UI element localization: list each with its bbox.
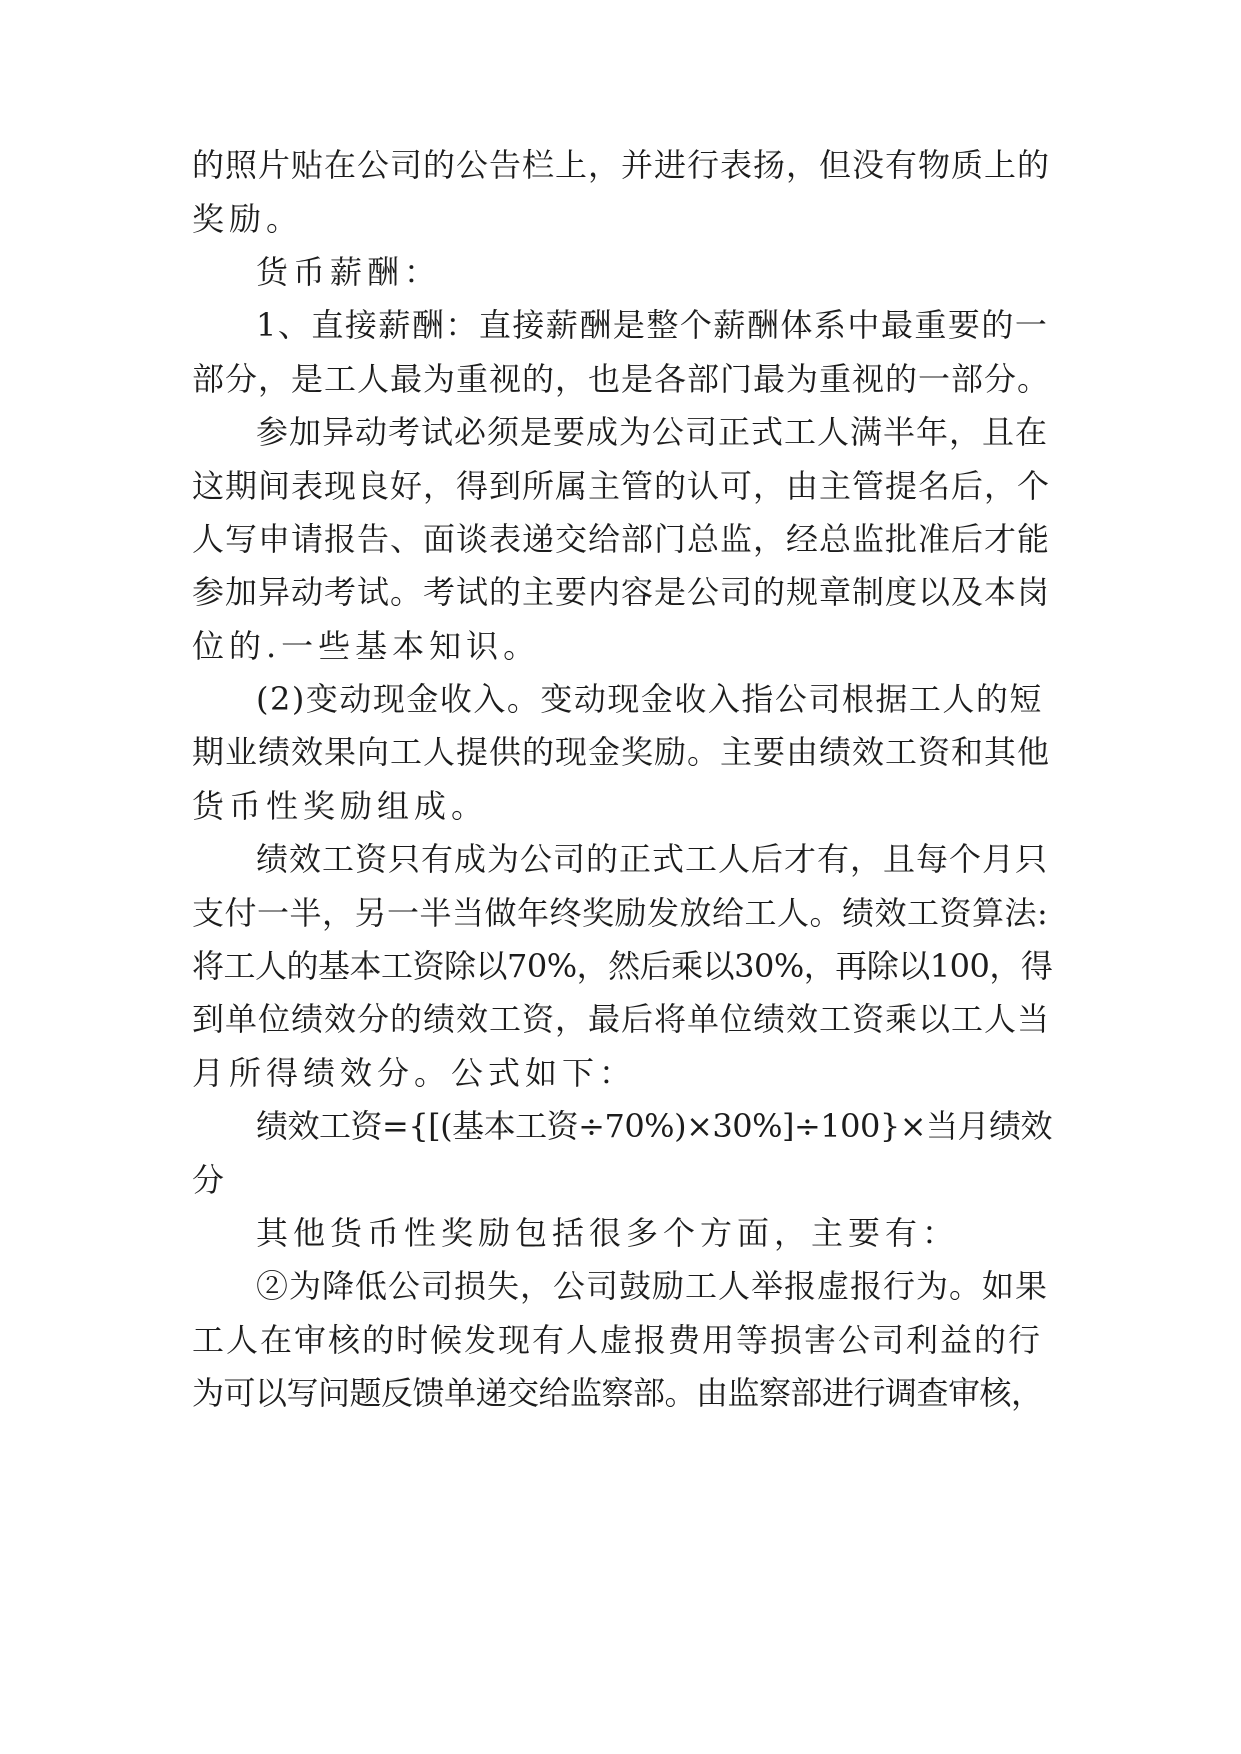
text-line: (2)变动现金收入。变动现金收入指公司根据工人的短: [256, 680, 1043, 718]
text-line: 部分，是工人最为重视的，也是各部门最为重视的一部分。: [192, 360, 1051, 398]
text-line: 将工人的基本工资除以70%，然后乘以30%，再除以100，得: [192, 947, 1053, 985]
text-line: 参加异动考试必须是要成为公司正式工人满半年，且在: [256, 413, 1049, 451]
text-line: 到单位绩效分的绩效工资，最后将单位绩效工资乘以工人当: [192, 1000, 1051, 1038]
text-line: 为可以写问题反馈单递交给监察部。由监察部进行调查审核，: [192, 1374, 1043, 1412]
text-line: 这期间表现良好，得到所属主管的认可，由主管提名后，个: [192, 467, 1051, 505]
text-line: 绩效工资只有成为公司的正式工人后才有，且每个月只: [256, 840, 1049, 878]
text-line: 的照片贴在公司的公告栏上，并进行表扬，但没有物质上的: [192, 146, 1051, 184]
text-line: 月所得绩效分。公式如下：: [192, 1054, 637, 1092]
text-line: 分: [192, 1161, 230, 1199]
text-line: ②为降低公司损失，公司鼓励工人举报虚报行为。如果: [256, 1267, 1049, 1305]
text-line: 其他货币性奖励包括很多个方面，主要有：: [256, 1214, 960, 1252]
text-line: 期业绩效果向工人提供的现金奖励。主要由绩效工资和其他: [192, 733, 1051, 771]
text-line: 货币薪酬：: [256, 253, 442, 291]
text-line: 绩效工资={[(基本工资÷70%)×30%]÷100}×当月绩效: [256, 1107, 1053, 1145]
text-line: 人写申请报告、面谈表递交给部门总监，经总监批准后才能: [192, 520, 1051, 558]
text-line: 位的.一些基本知识。: [192, 627, 541, 665]
text-line: 支付一半，另一半当做年终奖励发放给工人。绩效工资算法:: [192, 894, 1049, 932]
text-line: 奖励。: [192, 200, 304, 238]
text-line: 工人在审核的时候发现有人虚报费用等损害公司利益的行: [192, 1321, 1043, 1359]
text-line: 货币性奖励组成。: [192, 787, 489, 825]
text-line: 参加异动考试。考试的主要内容是公司的规章制度以及本岗: [192, 573, 1051, 611]
text-line: 1、直接薪酬：直接薪酬是整个薪酬体系中最重要的一: [256, 306, 1049, 344]
